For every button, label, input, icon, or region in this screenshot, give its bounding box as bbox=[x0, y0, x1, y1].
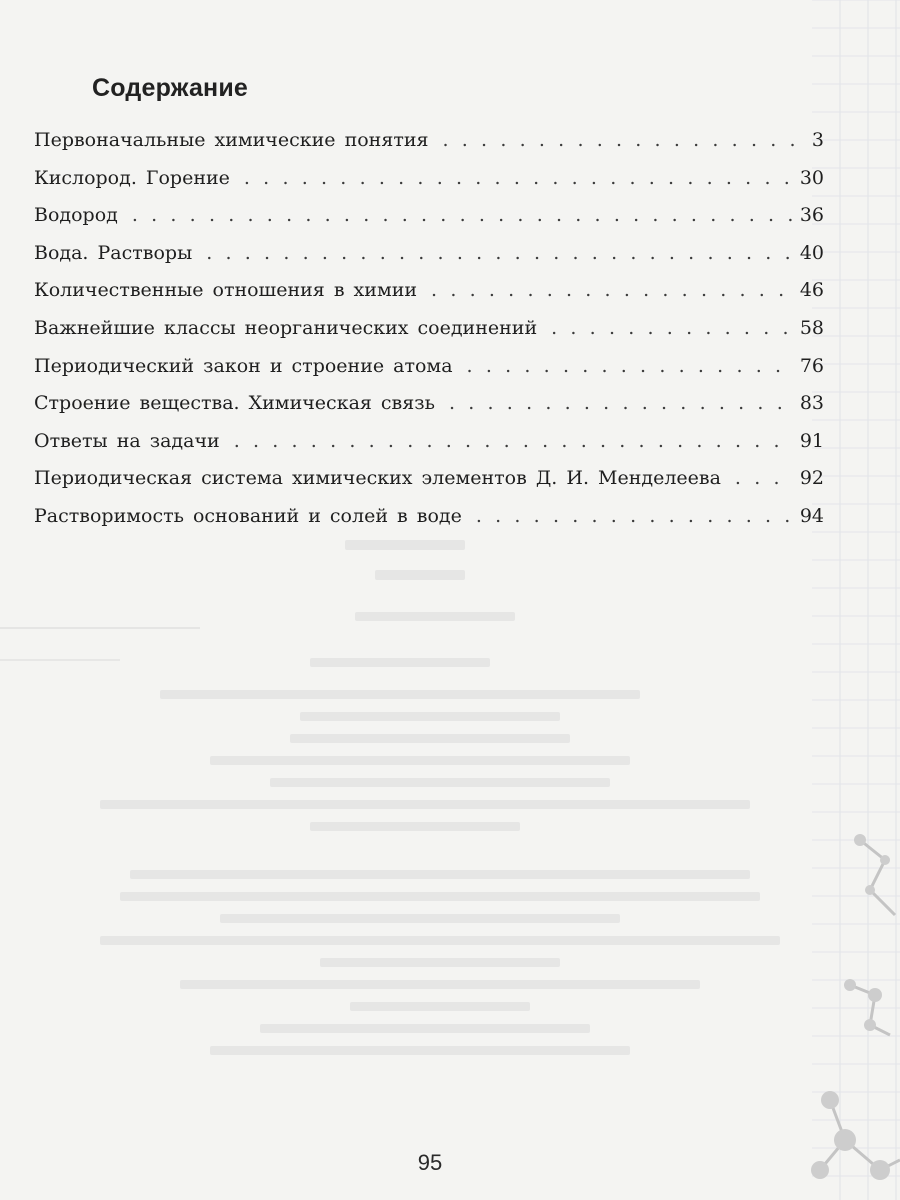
toc-entry-title: Количественные отношения в химии bbox=[34, 279, 418, 302]
toc-entry-page: 83 bbox=[799, 392, 824, 415]
toc-entry-page: 94 bbox=[799, 504, 824, 527]
toc-entry-page: 46 bbox=[799, 279, 824, 302]
toc-entry-title: Водород bbox=[34, 204, 118, 227]
toc-dot-leader bbox=[442, 122, 796, 160]
toc-entry-title: Периодический закон и строение атома bbox=[34, 354, 453, 377]
toc-entry-title: Кислород. Горение bbox=[34, 166, 230, 189]
toc-entry[interactable] bbox=[34, 385, 824, 423]
toc-dot-leader bbox=[467, 348, 794, 386]
toc-entry-page: 36 bbox=[799, 204, 824, 227]
toc-entry[interactable] bbox=[34, 197, 824, 235]
toc-dot-leader bbox=[132, 197, 794, 235]
toc-entry[interactable] bbox=[34, 498, 824, 536]
toc-dot-leader bbox=[206, 235, 794, 273]
toc-dot-leader bbox=[476, 498, 794, 536]
toc-entry[interactable] bbox=[34, 235, 824, 273]
toc-entry-title: Важнейшие классы неорганических соединений bbox=[34, 316, 538, 339]
bleed-through-text bbox=[100, 540, 800, 1060]
toc-entry-title: Строение вещества. Химическая связь bbox=[34, 392, 435, 415]
toc-dot-leader bbox=[431, 272, 794, 310]
toc-entry[interactable] bbox=[34, 272, 824, 310]
toc-dot-leader bbox=[551, 310, 794, 348]
toc-entry-page: 58 bbox=[799, 316, 824, 339]
toc-entry[interactable] bbox=[34, 460, 824, 498]
toc-entry-page: 76 bbox=[799, 354, 824, 377]
toc-entry-title: Ответы на задачи bbox=[34, 429, 220, 452]
toc-entry-page: 3 bbox=[811, 129, 824, 151]
toc-entry[interactable] bbox=[34, 160, 824, 198]
toc-dot-leader bbox=[449, 385, 794, 423]
toc-dot-leader bbox=[244, 160, 794, 198]
toc-entry-title: Вода. Растворы bbox=[34, 241, 193, 264]
toc-entry-title: Первоначальные химические понятия bbox=[34, 129, 429, 151]
toc-entry-page: 30 bbox=[799, 166, 824, 189]
page-number: 95 bbox=[417, 1150, 443, 1175]
toc-entry-title: Периодическая система химических элементов Д. И. Менделеева bbox=[34, 467, 721, 490]
toc-entry[interactable] bbox=[34, 423, 824, 461]
toc-dot-leader bbox=[735, 460, 794, 498]
toc-entry-page: 91 bbox=[799, 429, 824, 452]
toc-entry-page: 40 bbox=[799, 241, 824, 264]
table-of-contents bbox=[34, 122, 824, 536]
toc-entry[interactable] bbox=[34, 348, 824, 386]
page-title: Содержание bbox=[92, 74, 249, 102]
toc-entry[interactable] bbox=[34, 122, 824, 160]
toc-entry-page: 92 bbox=[799, 467, 824, 490]
molecule-decoration bbox=[790, 820, 900, 1200]
toc-dot-leader bbox=[234, 423, 794, 461]
toc-entry-title: Растворимость оснований и солей в воде bbox=[34, 504, 462, 527]
toc-entry[interactable] bbox=[34, 310, 824, 348]
